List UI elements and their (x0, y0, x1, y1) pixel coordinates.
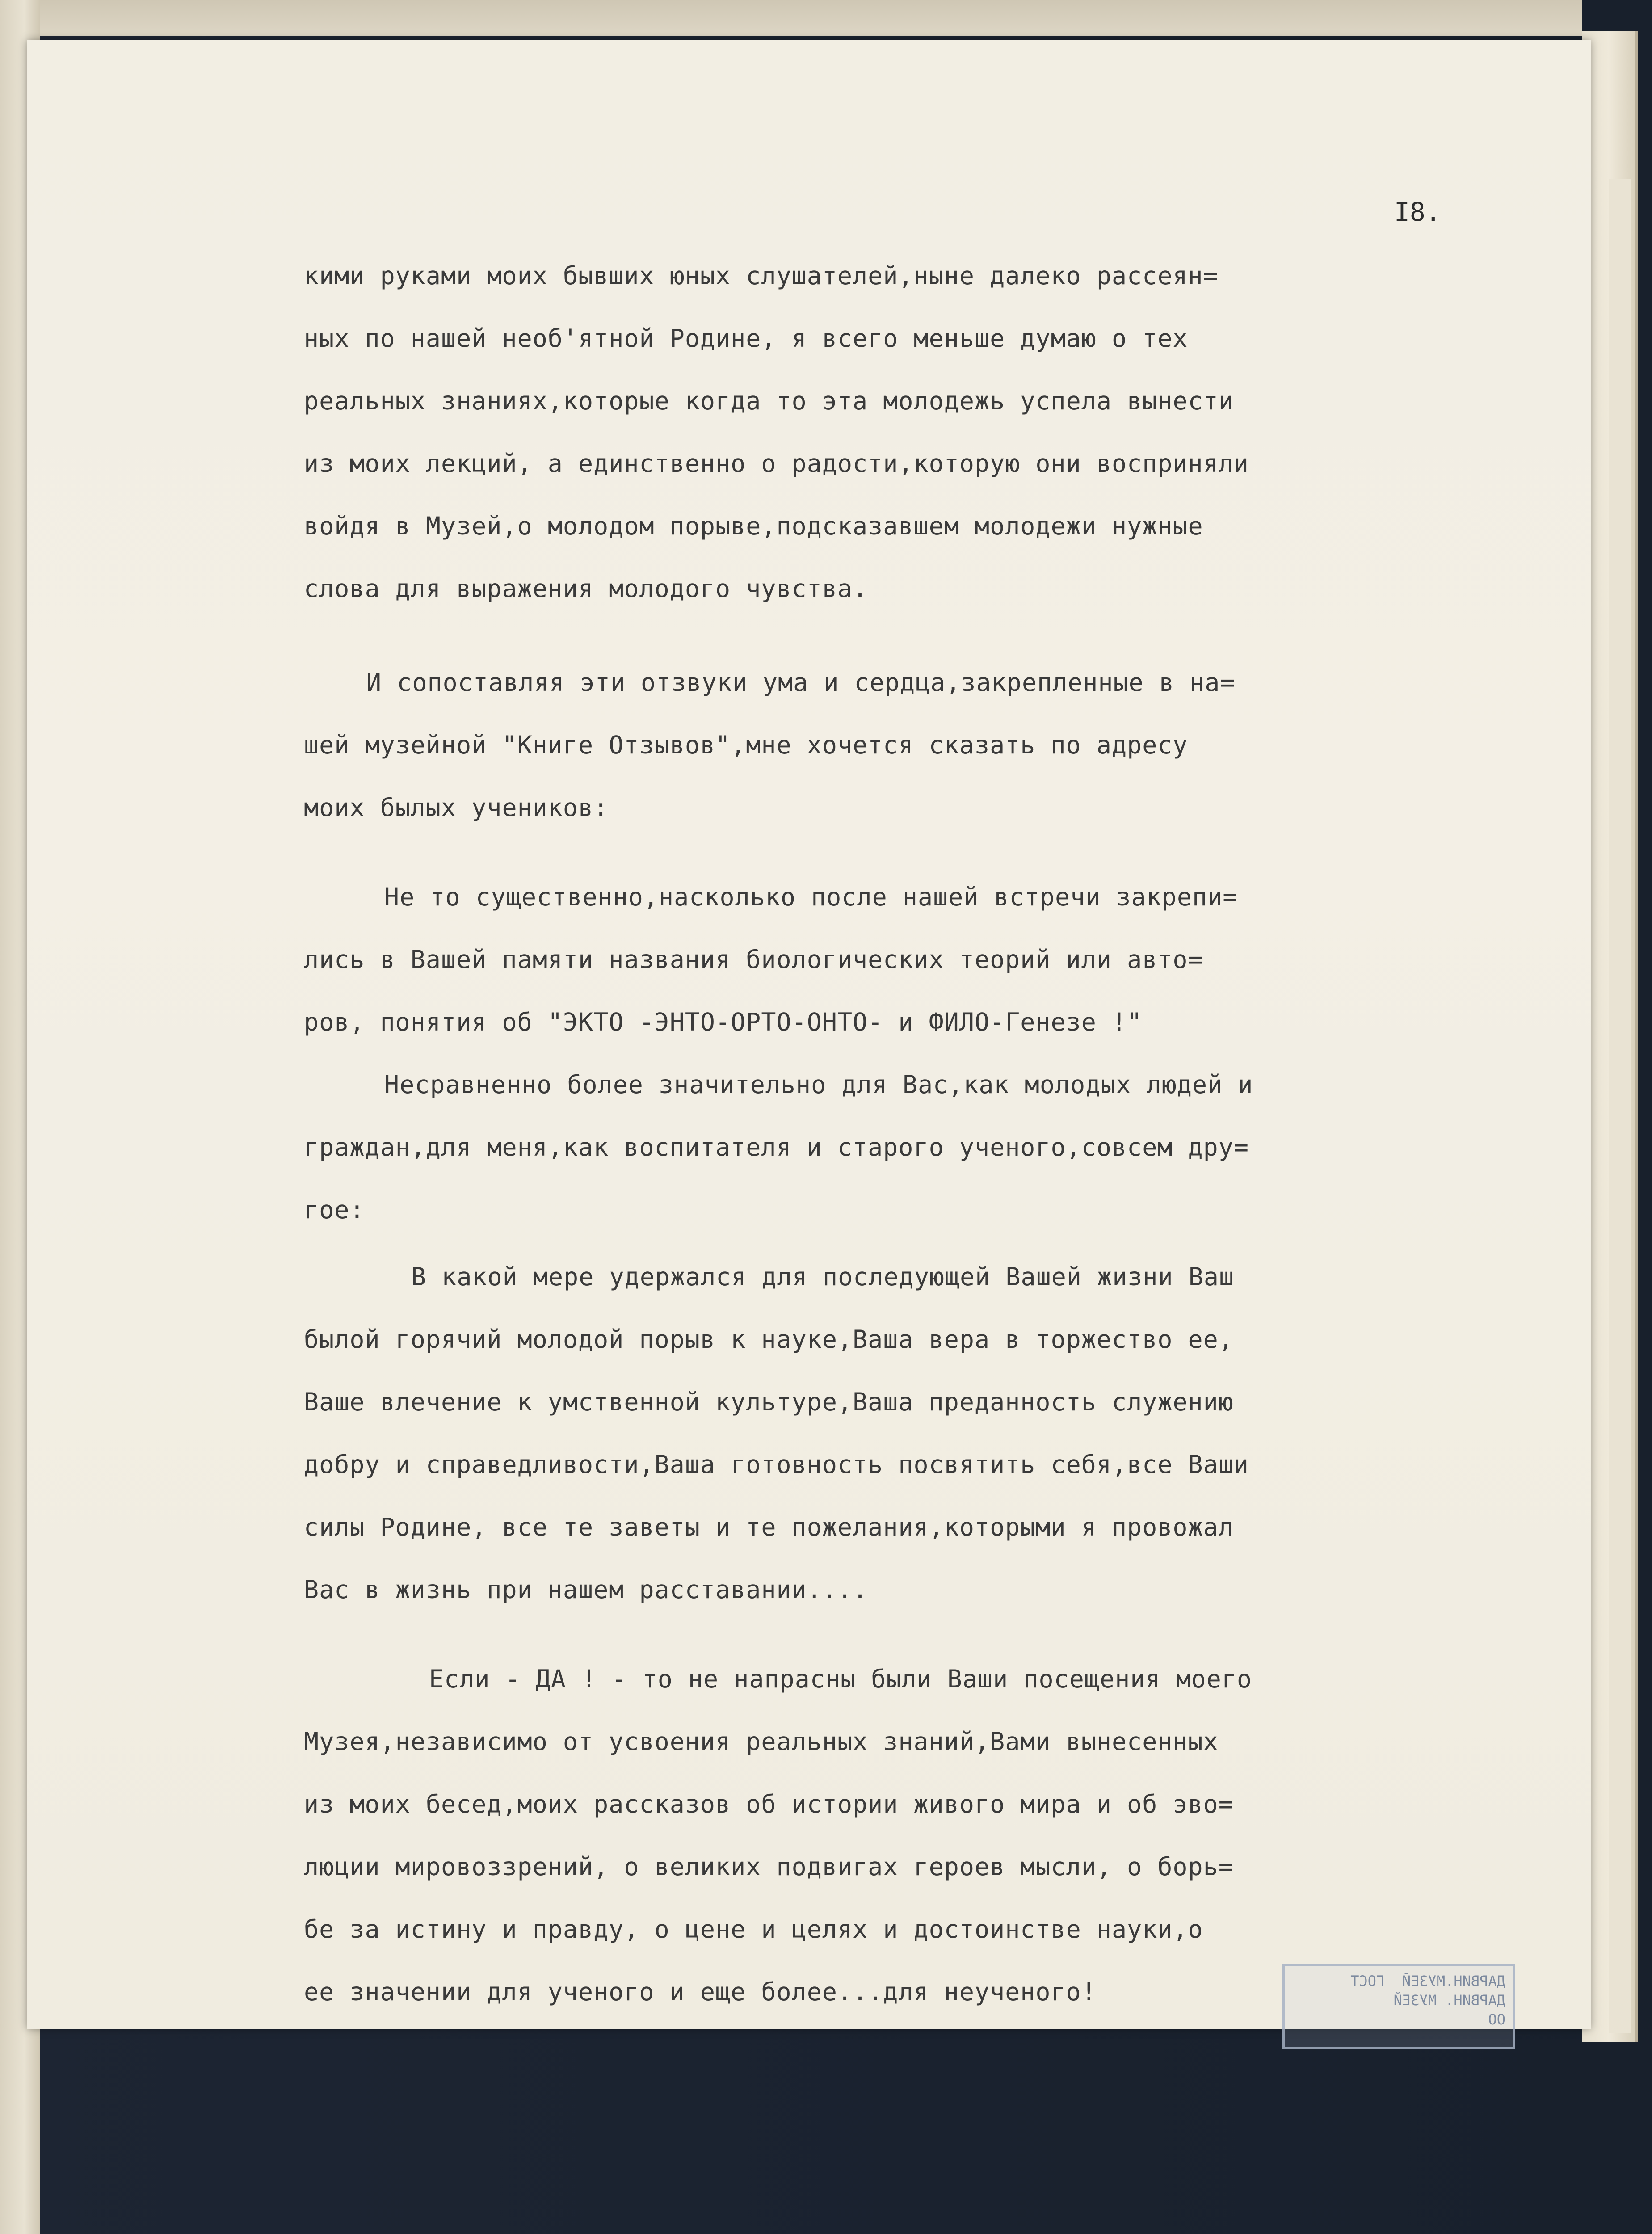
stamp-line: ДАРВИН. МУЗЕЙ (1393, 1992, 1505, 2009)
text-line: Вас в жизнь при нашем расставании.... (304, 1575, 868, 1604)
text-line: силы Родине, все те заветы и те пожелания,которыми я провожал (304, 1513, 1234, 1541)
text-line: из моих лекций, а единственно о радости,которую они восприняли (304, 449, 1249, 478)
text-line: ных по нашей необ'ятной Родине, я всего меньше думаю о тех (304, 324, 1188, 353)
text-line: Несравненно более значительно для Вас,как молодых людей и (384, 1070, 1253, 1099)
text-line: кими руками моих бывших юных слушателей,ныне далеко рассеян= (304, 261, 1219, 290)
text-line: слова для выражения молодого чувства. (304, 574, 868, 603)
text-line: Ваше влечение к умственной культуре,Ваша преданность служению (304, 1388, 1234, 1416)
text-line: войдя в Музей,о молодом порыве,подсказавшем молодежи нужные (304, 512, 1203, 540)
text-line: из моих бесед,моих рассказов об истории живого мира и об эво= (304, 1790, 1234, 1818)
under-sheet-right-inner (1609, 179, 1631, 2033)
text-line: люции мировоззрений, о великих подвигах героев мысли, о борь= (304, 1852, 1234, 1881)
archive-stamp (1282, 1964, 1515, 2049)
text-line: ров, понятия об "ЭКТО -ЭНТО-ОРТО-ОНТО- и ФИЛО-Генезе !" (304, 1008, 1143, 1036)
text-line: И сопоставляя эти отзвуки ума и сердца,закрепленные в на= (366, 668, 1236, 697)
text-line: шей музейной "Книге Отзывов",мне хочется сказать по адресу (304, 731, 1188, 759)
text-line: граждан,для меня,как воспитателя и старого ученого,совсем дру= (304, 1133, 1249, 1161)
text-line: Если - ДА ! - то не напрасны были Ваши посещения моего (429, 1665, 1253, 1693)
typewritten-page (27, 40, 1591, 2029)
page-number: I8. (1394, 197, 1441, 227)
stamp-line: ОО (1488, 2011, 1505, 2028)
under-sheet-top (0, 0, 1582, 36)
text-line: В какой мере удержался для последующей Вашей жизни Ваш (411, 1262, 1235, 1291)
text-line: лись в Вашей памяти названия биологических теорий или авто= (304, 945, 1203, 974)
stamp-line: ДАРВИН.МУЗЕЙ ГОСТ (1350, 1973, 1505, 1990)
text-line: бе за истину и правду, о цене и целях и достоинстве науки,о (304, 1915, 1203, 1944)
text-line: былой горячий молодой порыв к науке,Ваша вера в торжество ее, (304, 1325, 1234, 1354)
text-line: гое: (304, 1195, 365, 1224)
text-line: моих былых учеников: (304, 793, 609, 822)
text-line: Музея,независимо от усвоения реальных знаний,Вами вынесенных (304, 1727, 1219, 1756)
text-line: добру и справедливости,Ваша готовность посвятить себя,все Ваши (304, 1450, 1249, 1479)
text-line: ее значении для ученого и еще более...для неученого! (304, 1977, 1097, 2006)
text-line: Не то существенно,насколько после нашей встречи закрепи= (384, 883, 1238, 911)
text-line: реальных знаниях,которые когда то эта молодежь успела вынести (304, 387, 1234, 415)
